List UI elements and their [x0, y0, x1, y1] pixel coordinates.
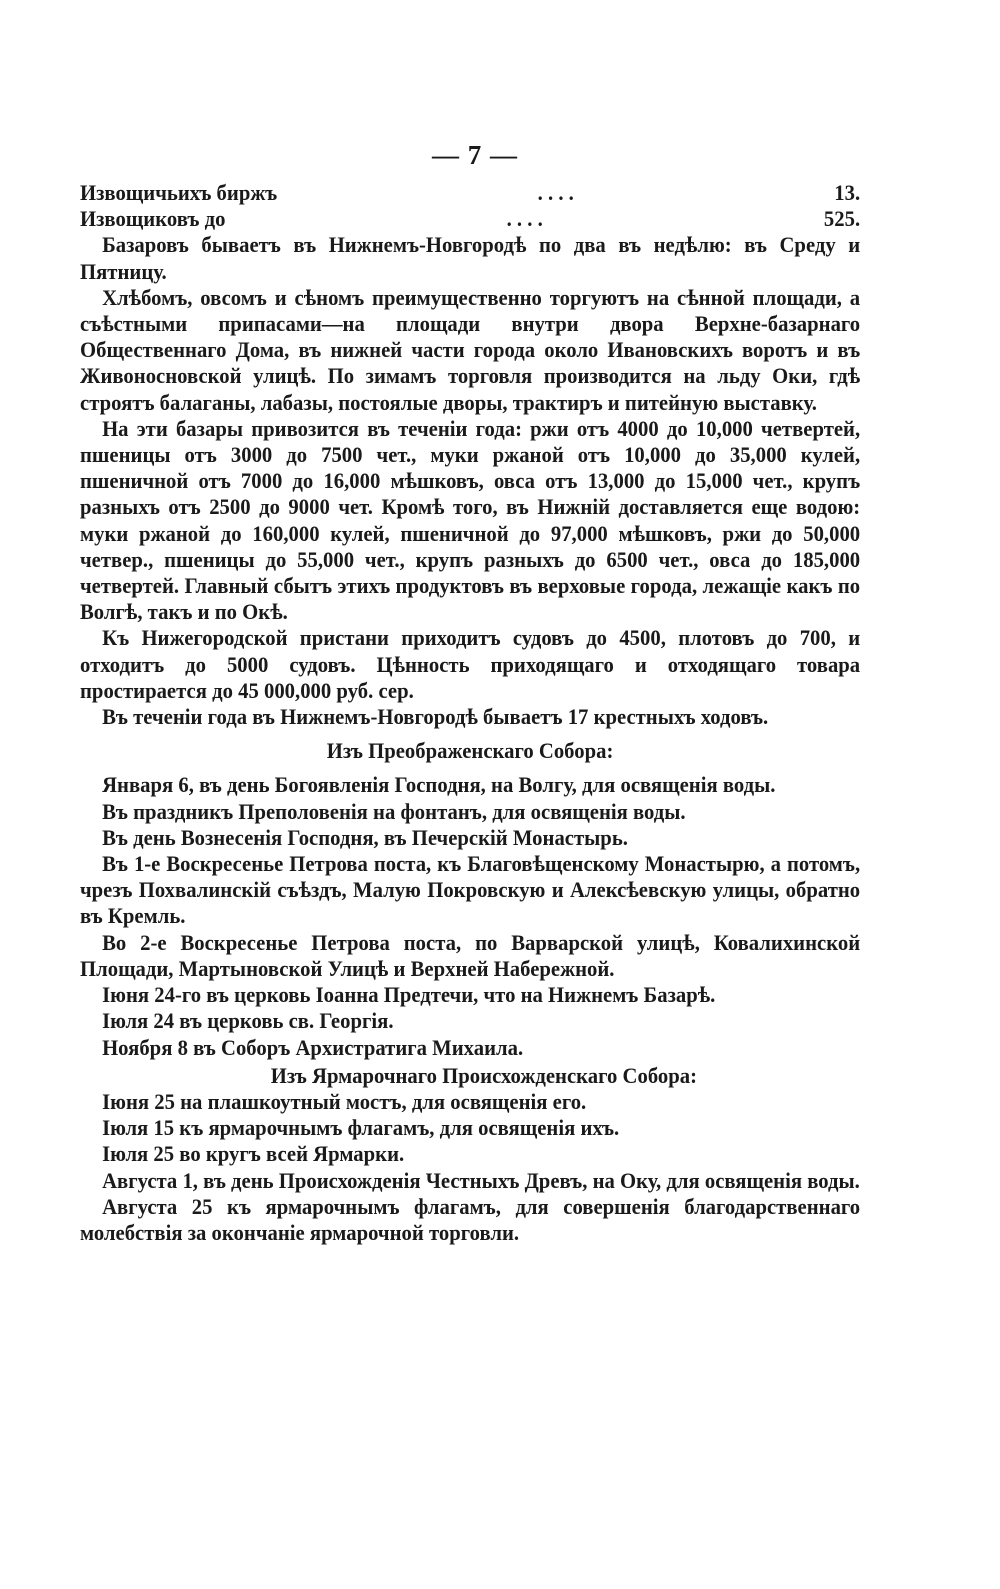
leader-dots: . . . .: [537, 180, 574, 205]
procession-item: Января 6, въ день Богоявленія Господня, на Волгу, для освященія воды.: [102, 772, 776, 798]
stat-value: 525.: [823, 206, 861, 232]
procession-item: Въ праздникъ Преполовенія на фонтанъ, для освященія воды.: [102, 798, 686, 824]
procession-item: Іюля 24 въ церковь св. Георгія.: [102, 1008, 394, 1034]
procession-item: Августа 1, въ день Происхожденія Честныхъ Древъ, на Оку, для освященія воды.: [102, 1167, 860, 1193]
section-heading-cathedral: Изъ Преображенскаго Собора:: [326, 738, 614, 764]
paragraph-bazaars: Базаровъ бываетъ въ Нижнемъ-Новгородѣ по два въ недѣлю: въ Среду и Пятницу.: [80, 232, 861, 284]
body-text: [80, 180, 860, 1246]
procession-item: Августа 25 къ ярмарочнымъ флагамъ, для совершенія благодарственнаго молебствія за окончаніе ярмарочной торговли.: [80, 1193, 861, 1245]
procession-item: Въ 1-е Воскресенье Петрова поста, къ Благовѣщенскому Монастырю, а потомъ, чрезъ Похвалинскій съѣздъ, Малую Покровскую и Алексѣевскую улицы, обратно въ Кремль.: [80, 851, 861, 929]
procession-item: Іюня 24-го въ церковь Іоанна Предтечи, что на Нижнемъ Базарѣ.: [102, 982, 716, 1008]
procession-item: Въ день Вознесенія Господня, въ Печерскій Монастырь.: [102, 824, 628, 850]
stat-value: 13.: [834, 180, 861, 205]
procession-item: Іюля 25 во кругъ всей Ярмарки.: [102, 1141, 405, 1167]
page-number: — 7 —: [432, 140, 518, 170]
stat-label: Извощиковъ до: [80, 206, 226, 232]
procession-item: Ноября 8 въ Соборъ Архистратига Михаила.: [102, 1034, 524, 1060]
procession-item: Во 2-е Воскресенье Петрова поста, по Варварской улицѣ, Ковалихинской Площади, Мартыновской Улицѣ и Верхней Набережной.: [80, 929, 861, 981]
paragraph-grain: На эти базары привозится въ теченіи года: ржи отъ 4000 до 10,000 четвертей, пшеницы отъ 3000 до 7500 чет., муки ржаной отъ 10,000 до 35,000 кулей, пшеничной отъ 7000 до 16,000 мѣшковъ, овса отъ 13,000 до 15,000 чет., крупъ разныхъ отъ 2500 до 9000 чет. Кромѣ того, въ Нижній доставляется еще водою: муки ржаной до 160,000 кулей, пшеничной до 97,000 мѣшковъ, ржи до 50,000 четвер., пшеницы до 55,000 чет., крупъ разныхъ до 6500 чет., овса до 185,000 четвертей. Главный сбытъ этихъ продуктовъ въ верховые города, лежащіе какъ по Волгѣ, такъ и по Окѣ.: [80, 415, 861, 625]
section-heading-fair-cathedral: Изъ Ярмарочнаго Происхожденскаго Собора:: [270, 1062, 698, 1088]
procession-item: Іюля 15 къ ярмарочнымъ флагамъ, для освященія ихъ.: [102, 1115, 620, 1141]
paragraph-processions: Въ теченіи года въ Нижнемъ-Новгородѣ бываетъ 17 крестныхъ ходовъ.: [102, 704, 769, 730]
stat-row: [80, 206, 860, 232]
paragraph-pier: Къ Нижегородской пристани приходитъ судовъ до 4500, плотовъ до 700, и отходитъ до 5000 судовъ. Цѣнность приходящаго и отходящаго товара простирается до 45 000,000 руб. сер.: [80, 625, 861, 703]
procession-item: Іюня 25 на плашкоутный мостъ, для освященія его.: [102, 1088, 587, 1114]
leader-dots: . . . .: [506, 206, 543, 232]
stat-label: Извощичьихъ биржъ: [80, 180, 278, 205]
paragraph-trade: Хлѣбомъ, овсомъ и сѣномъ преимущественно торгуютъ на сѣнной площади, а съѣстными припасами—на площади внутри двора Верхне-базарнаго Общественнаго Дома, въ нижней части города около Ивановскихъ воротъ и въ Живоносновской улицѣ. По зимамъ торговля производится на льду Оки, гдѣ строятъ балаганы, лабазы, постоялые дворы, трактиръ и питейную выставку.: [80, 284, 861, 415]
stat-row: [80, 180, 860, 206]
